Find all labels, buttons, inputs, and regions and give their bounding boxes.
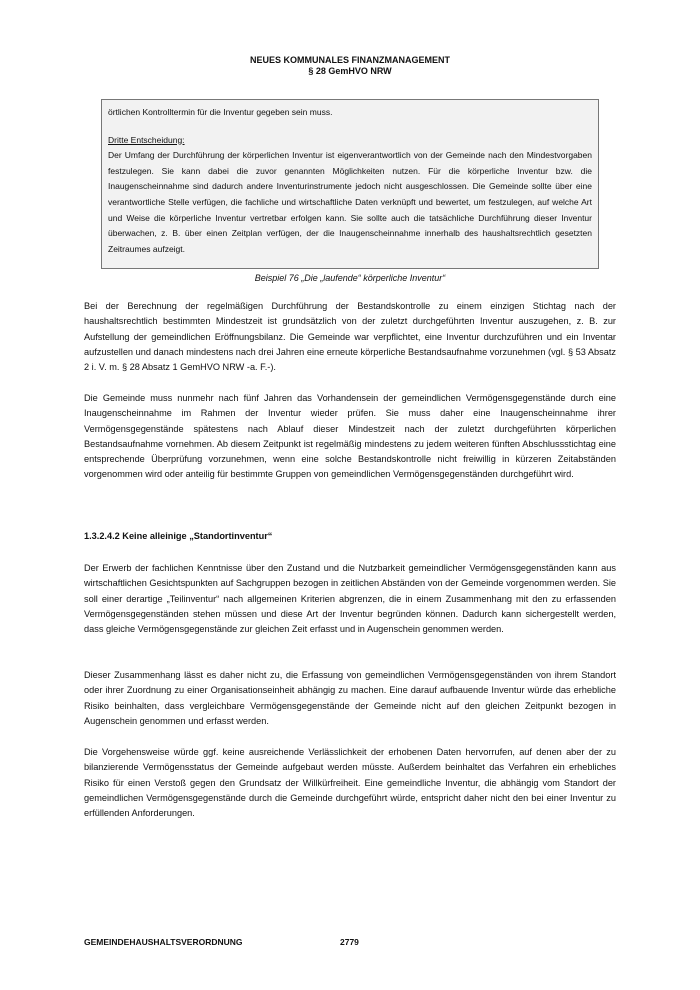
header-title: NEUES KOMMUNALES FINANZMANAGEMENT [250, 55, 450, 65]
example-caption: Beispiel 76 „Die „laufende“ körperliche Inventur“ [254, 273, 446, 283]
paragraph: Die Gemeinde muss nunmehr nach fünf Jahren das Vorhandensein der gemeindlichen Vermögensgegenstände durch eine Inaugenscheinnahme im Rahmen der Inventur wieder prüfen. Sie muss daher eine Inaugenscheinnahme ihrer Vermögensgegenstände spätestens nach Ablauf dieser Mindestzeit nach der zuletzt durchgeführten körperlichen Bestandsaufnahme vornehmen. Ab diesem Zeitpunkt ist regelmäßig mindestens zu jedem weiteren fünften Abschlussstichtag eine entsprechende Überprüfung vorzunehmen, wenn eine solche Bestandskontrolle nicht freiwillig in kürzeren Zeitabständen vorgenommen wird oder anteilig für bestimmte Gruppen von gemeindlichen Vermögensgegenständen durchgeführt wird. [84, 393, 616, 480]
page-number: 2779 [340, 937, 359, 947]
header-subtitle: § 28 GemHVO NRW [308, 66, 392, 76]
section-heading: 1.3.2.4.2 Keine alleinige „Standortinventur“ [84, 531, 273, 541]
box-subheading: Dritte Entscheidung: [108, 134, 185, 145]
footer-title: GEMEINDEHAUSHALTSVERORDNUNG [84, 937, 243, 947]
paragraph: Dieser Zusammenhang lässt es daher nicht zu, die Erfassung von gemeindlichen Vermögensgegenständen von ihrem Standort oder ihrer Zuordnung zu einer Organisationseinheit abhängig zu machen. Eine darauf aufbauende Inventur würde das erhebliche Risiko beinhalten, dass vergleichbare Vermögensgegenstände der Gemeinde nicht auf den gleichen Zeitpunkt bezogen in Augenschein genommen und erfasst werden. [84, 670, 616, 726]
box-intro: örtlichen Kontrolltermin für die Inventur gegeben sein muss. [108, 107, 333, 117]
example-box [101, 99, 599, 269]
paragraph: Die Vorgehensweise würde ggf. keine ausreichende Verlässlichkeit der erhobenen Daten hervorrufen, auf denen aber der zu bilanzierende Vermögensstatus der Gemeinde aufgebaut werden müsste. Außerdem beinhaltet das Verfahren ein erhebliches Risiko für einen Verstoß gegen den Grundsatz der Willkürfreiheit. Eine gemeindliche Inventur, die abhängig vom Standort der gemeindlichen Vermögensgegenstände durch die Gemeinde durchgeführt würde, entspricht daher nicht den bei einer Inventur zu erfüllenden Anforderungen. [84, 747, 616, 819]
box-spacer [108, 121, 592, 133]
box-text: Der Umfang der Durchführung der körperlichen Inventur ist eigenverantwortlich von der Gemeinde nach den Mindestvorgaben festzulegen. Sie kann dabei die zuvor genannten Möglichkeiten nutzen. Für die körperliche Inventur bzw. die Inaugenscheinnahme sind dadurch andere Inventurinstrumente jedoch nicht ausgeschlossen. Die Gemeinde sollte über eine verantwortliche Stelle verfügen, die fachliche und wirtschaftliche Daten verknüpft und bewertet, um festzulegen, auf welche Art und Weise die körperliche Inventur vertretbar erfolgen kann. Sie sollte auch die tatsächliche Durchführung dieser Inventur überwachen, z. B. über einen Zeitplan verfügen, der die Inaugenscheinnahme innerhalb des haushaltsrechtlich gesetzten Zeitraumes aufzeigt. [108, 150, 592, 254]
page-header [0, 55, 700, 77]
paragraph: Bei der Berechnung der regelmäßigen Durchführung der Bestandskontrolle zu einem einzigen Stichtag nach der haushaltsrechtlich bestimmten Mindestzeit ist grundsätzlich von der zuletzt durchgeführten Inventur auszugehen, z. B. zur Aufstellung der gemeindlichen Eröffnungsbilanz. Die Gemeinde war verpflichtet, eine Inventur durchzuführen und ein Inventar aufzustellen und danach mindestens nach drei Jahren eine erneute körperliche Bestandsaufnahme vorzunehmen (vgl. § 53 Absatz 2 i. V. m. § 28 Absatz 1 GemHVO NRW -a. F.-). [84, 301, 616, 373]
paragraph: Der Erwerb der fachlichen Kenntnisse über den Zustand und die Nutzbarkeit gemeindlicher Vermögensgegenständen kann aus wirtschaftlichen Gesichtspunkten auf Sachgruppen bezogen in zeitlichen Abständen von der Gemeinde vorgenommen werden. Sie soll einer derartige „Teilinventur“ nach allgemeinen Kriterien abgrenzen, die in einem Zusammenhang mit den zu erfassenden Vermögensgegenständen stehen müssen und diese Art der Inventur begründen können. Dadurch kann sichergestellt werden, dass gleiche Vermögensgegenstände zur gleichen Zeit erfasst und in Augenschein genommen werden. [84, 563, 616, 635]
